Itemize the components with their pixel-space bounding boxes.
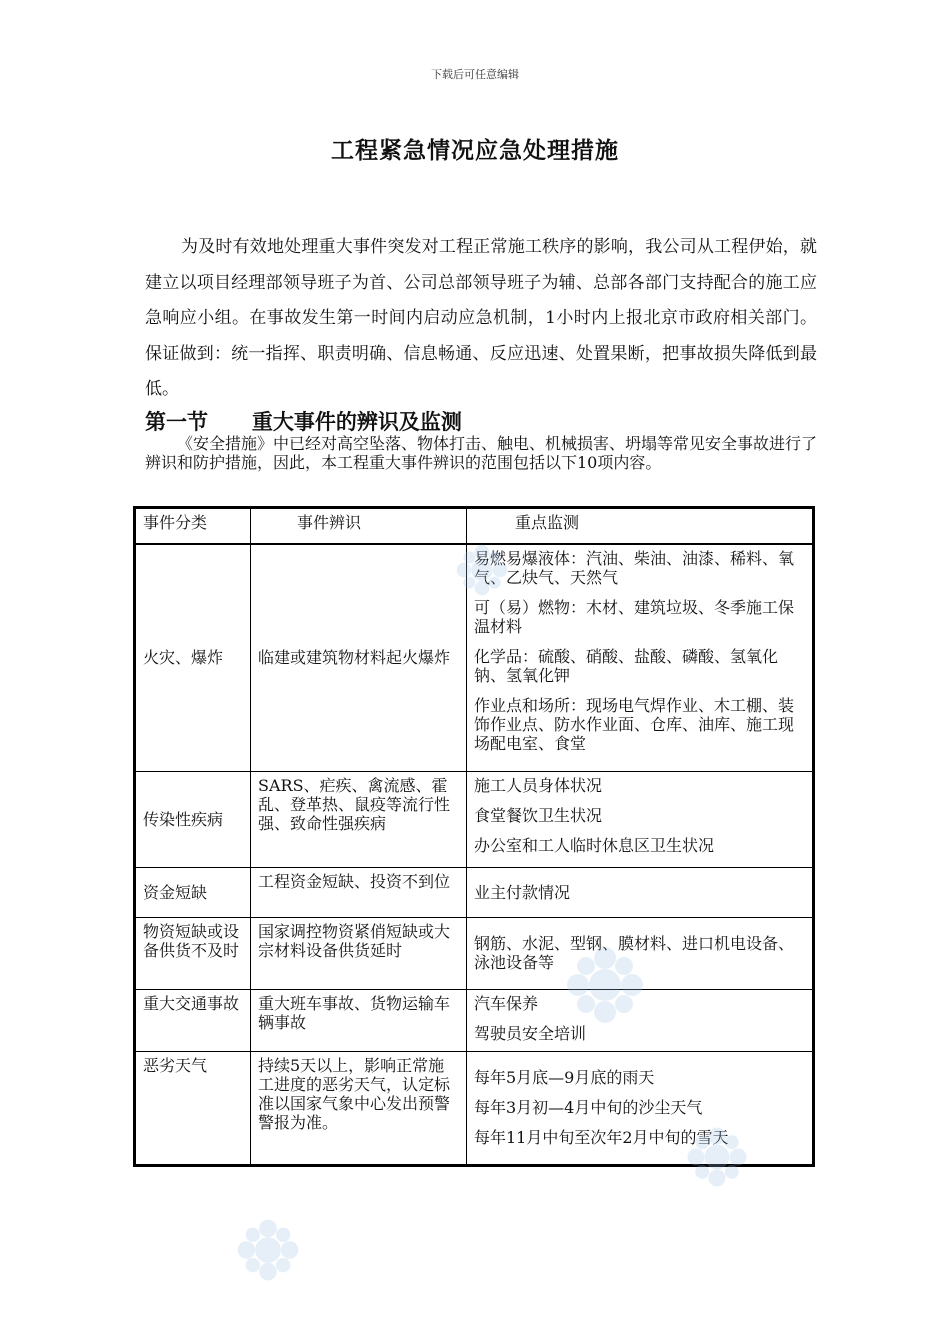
monitor-item: 化学品：硫酸、硝酸、盐酸、磷酸、氢氧化钠、氢氧化钾 [474, 647, 779, 685]
section-title: 重大事件的辨识及监测 [251, 410, 462, 434]
intro-paragraph: 为及时有效地处理重大事件突发对工程正常施工秩序的影响，我公司从工程伊始，就建立以项目经理部领导班子为首、公司总部领导班子为辅、总部各部门支持配合的施工应急响应小组。在事故发生第一时间内启动应急机制，1小时内上报北京市政府相关部门。保证做到：统一指挥、职责明确、信息畅通、反应迅速、处置果断，把事故损失降低到最低。 [145, 237, 817, 399]
monitor-item: 食堂餐饮卫生状况 [474, 805, 603, 825]
header-note: 下载后可任意编辑 [431, 68, 519, 81]
row-category: 资金短缺 [136, 867, 251, 917]
row-category: 传染性疾病 [136, 771, 251, 867]
monitor-item: 钢筋、水泥、型钢、膜材料、进口机电设备、泳池设备等 [474, 934, 795, 972]
row-monitor [467, 544, 813, 771]
section-number: 第一节 [145, 410, 208, 434]
row-monitor [467, 1051, 813, 1164]
row-category: 物资短缺或设备供货不及时 [136, 917, 251, 989]
monitor-item: 施工人员身体状况 [474, 775, 603, 795]
table-row [136, 917, 813, 989]
row-identify: 国家调控物资紧俏短缺或大宗材料设备供货延时 [251, 917, 467, 989]
table-row [136, 867, 813, 917]
table-row [136, 771, 813, 867]
header-monitor: 重点监测 [467, 509, 813, 545]
monitor-item: 每年3月初—4月中旬的沙尘天气 [474, 1098, 703, 1117]
monitor-item: 可（易）燃物：木材、建筑垃圾、冬季施工保温材料 [474, 598, 795, 636]
monitor-item: 易燃易爆液体：汽油、柴油、油漆、稀料、氧气、乙炔气、天然气 [474, 549, 795, 587]
monitor-item: 驾驶员安全培训 [474, 1023, 587, 1043]
watermark-snowflake-icon [452, 540, 512, 600]
monitor-item: 每年11月中旬至次年2月中旬的雪天 [474, 1128, 729, 1147]
document-title: 工程紧急情况应急处理措施 [331, 138, 619, 164]
watermark-snowflake-icon [232, 1214, 304, 1286]
monitor-item: 每年5月底—9月底的雨天 [474, 1068, 655, 1087]
monitor-item: 汽车保养 [474, 993, 539, 1013]
row-identify: 重大班车事故、货物运输车辆事故 [251, 989, 467, 1051]
watermark-snowflake-icon [560, 940, 650, 1030]
header-category: 事件分类 [136, 509, 251, 545]
watermark-snowflake-icon [682, 1122, 752, 1192]
monitor-item: 办公室和工人临时休息区卫生状况 [474, 835, 715, 855]
row-identify: SARS、疟疾、禽流感、霍乱、登革热、鼠疫等流行性强、致命性强疾病 [251, 771, 467, 867]
events-table-container [133, 506, 815, 1167]
monitor-item: 业主付款情况 [474, 882, 571, 902]
row-monitor [467, 771, 813, 867]
row-category: 火灾、爆炸 [136, 544, 251, 771]
row-category: 恶劣天气 [136, 1051, 251, 1164]
monitor-item: 作业点和场所：现场电气焊作业、木工棚、装饰作业点、防水作业面、仓库、油库、施工现场配电室、食堂 [474, 696, 795, 753]
row-identify: 工程资金短缺、投资不到位 [251, 867, 467, 917]
row-category: 重大交通事故 [136, 989, 251, 1051]
row-identify: 临建或建筑物材料起火爆炸 [251, 544, 467, 771]
table-row [136, 989, 813, 1051]
row-identify: 持续5天以上，影响正常施工进度的恶劣天气，认定标准以国家气象中心发出预警警报为准。 [251, 1051, 467, 1164]
section-heading [145, 406, 462, 436]
row-monitor [467, 867, 813, 917]
table-header-row [136, 509, 813, 545]
events-table [135, 508, 813, 1165]
section-paragraph: 《安全措施》中已经对高空坠落、物体打击、触电、机械损害、坍塌等常见安全事故进行了辨识和防护措施，因此，本工程重大事件辨识的范围包括以下10项内容。 [145, 434, 818, 472]
header-identify: 事件辨识 [251, 509, 467, 545]
